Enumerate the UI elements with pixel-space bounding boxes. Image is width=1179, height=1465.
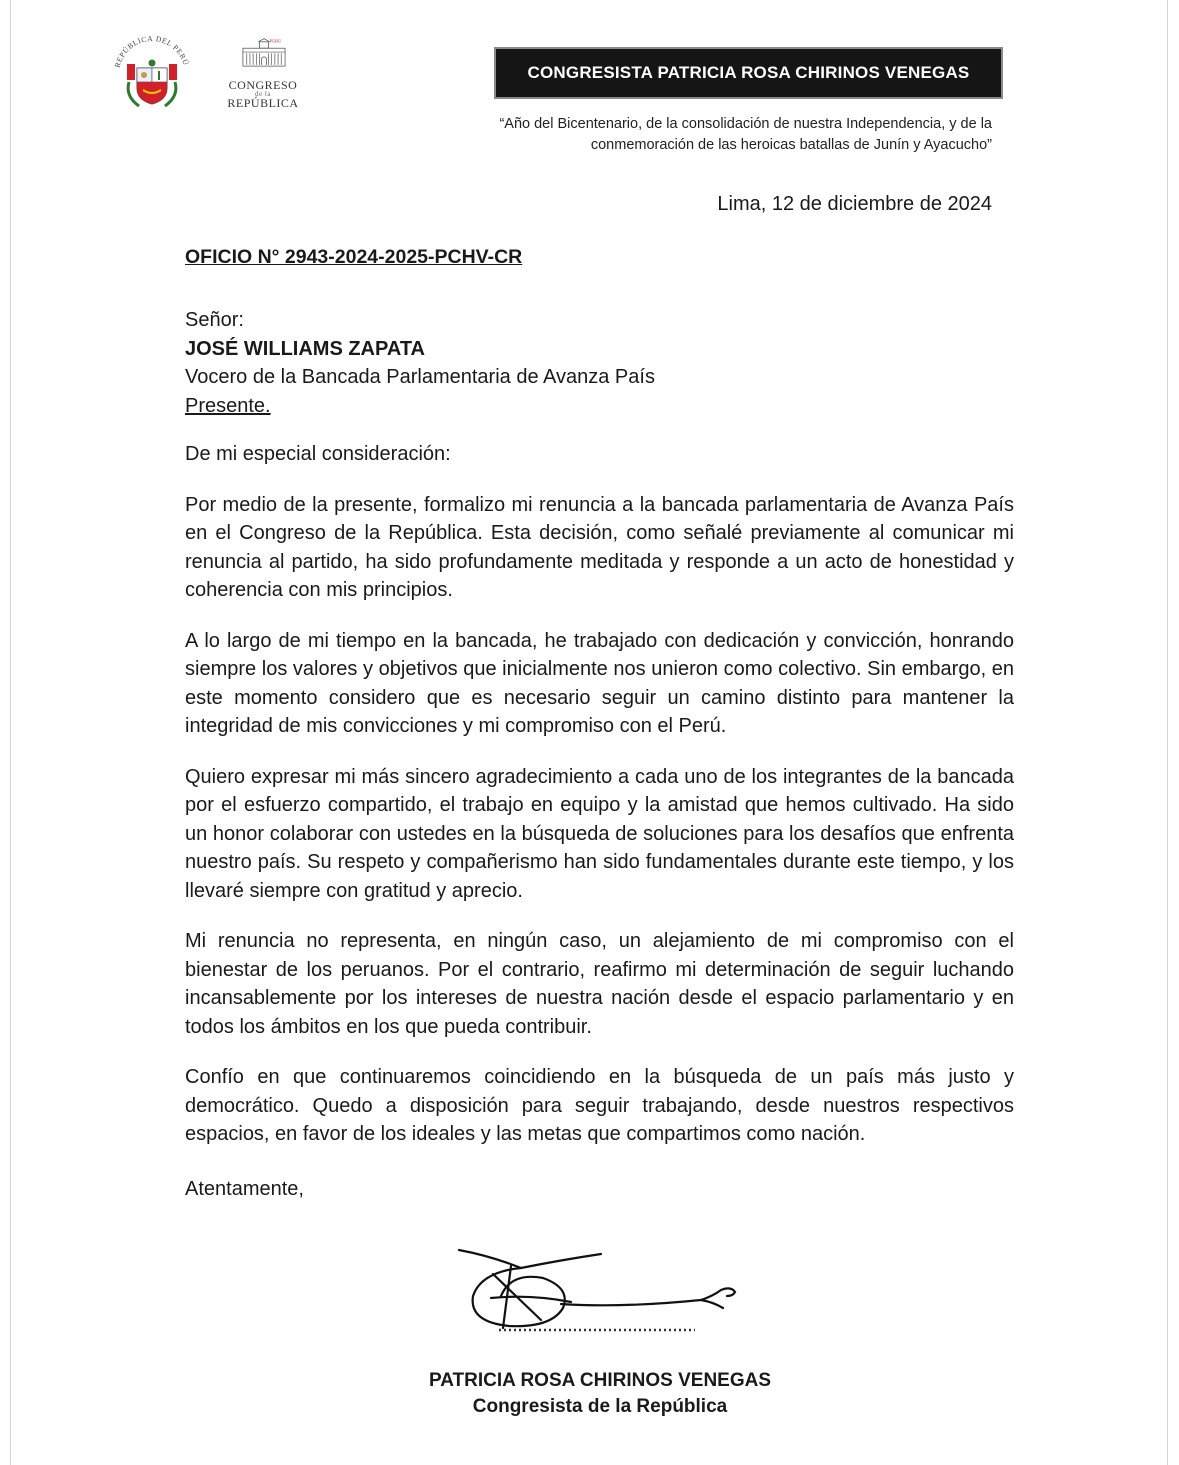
present-label: Presente. [185, 394, 271, 417]
signer-name: PATRICIA ROSA CHIRINOS VENEGAS [428, 1370, 772, 1391]
congreso-logo-caption [217, 80, 309, 109]
body-paragraph: Confío en que continuaremos coincidiendo en la búsqueda de un país más justo y democrático. Quedo a disposición para seguir trabajando, desde nuestros respectivos espacios, en favor de los ideales y las metas que compartimos como nación. [185, 1066, 1014, 1145]
svg-text:REPÚBLICA DEL PERÚ: REPÚBLICA DEL PERÚ [112, 33, 191, 69]
signer-role: Congresista de la República [472, 1396, 728, 1417]
body-paragraph: A lo largo de mi tiempo en la bancada, he trabajado con dedicación y convicción, honrando siempre los valores y objetivos que inicialmente nos unieron como colectivo. Sin embargo, en este momento considero que es necesario seguir un camino distinto para mantener la integridad de mis convicciones y mi compromiso con el Perú. [185, 629, 1014, 737]
handwritten-signature-icon [451, 1238, 751, 1343]
year-motto-line2: conmemoración de las heroicas batallas de Junín y Ayacucho” [590, 137, 992, 153]
letter-page [10, 0, 1168, 1465]
recipient-role: Vocero de la Bancada Parlamentaria de Avanza País [185, 366, 655, 388]
recipient-name: JOSÉ WILLIAMS ZAPATA [185, 337, 425, 360]
signer-block [400, 1368, 800, 1420]
letter-body [185, 440, 1014, 1171]
greeting: De mi especial consideración: [185, 443, 451, 465]
congreso-logo-line2: de la [255, 90, 271, 98]
document-reference: OFICIO N° 2943-2024-2025-PCHV-CR [185, 246, 523, 268]
salutation: Señor: [185, 309, 244, 331]
year-motto [292, 114, 992, 156]
recipient-block [185, 306, 655, 420]
header-title: CONGRESISTA PATRICIA ROSA CHIRINOS VENEGAS [527, 63, 970, 82]
congreso-logo-line1: CONGRESO [228, 78, 298, 92]
peru-coat-of-arms-icon [107, 30, 197, 112]
congreso-logo-line3: REPÚBLICA [227, 96, 299, 110]
header-title-box [494, 47, 1003, 99]
letter-date: Lima, 12 de diciembre de 2024 [717, 193, 992, 215]
body-paragraph: Por medio de la presente, formalizo mi renuncia a la bancada parlamentaria de Avanza País en el Congreso de la República. Esta decisión, como señalé previamente al comunicar mi renuncia al partido, ha sido profundamente meditada y responde a un acto de honestidad y coherencia con mis principios. [185, 493, 1014, 601]
year-motto-line1: “Año del Bicentenario, de la consolidación de nuestra Independencia, y de la [499, 116, 992, 132]
body-paragraph: Quiero expresar mi más sincero agradecimiento a cada uno de los integrantes de la bancada por el esfuerzo compartido, el trabajo en equipo y la amistad que hemos cultivado. Ha sido un honor colaborar con ustedes en la búsqueda de soluciones para los desafíos que enfrenta nuestro país. Su respeto y compañerismo han sido fundamentales durante este tiempo, y los llevaré siempre con gratitud y aprecio. [185, 765, 1014, 902]
svg-text:PERÚ: PERÚ [269, 38, 282, 44]
closing: Atentamente, [185, 1178, 304, 1200]
body-paragraph: Mi renuncia no representa, en ningún caso, un alejamiento de mi compromiso con el bienestar de los peruanos. Por el contrario, reafirmo mi determinación de seguir luchando incansablemente por los intereses de nuestra nación desde el espacio parlamentario y en todos los ámbitos en los que pueda contribuir. [185, 930, 1014, 1038]
